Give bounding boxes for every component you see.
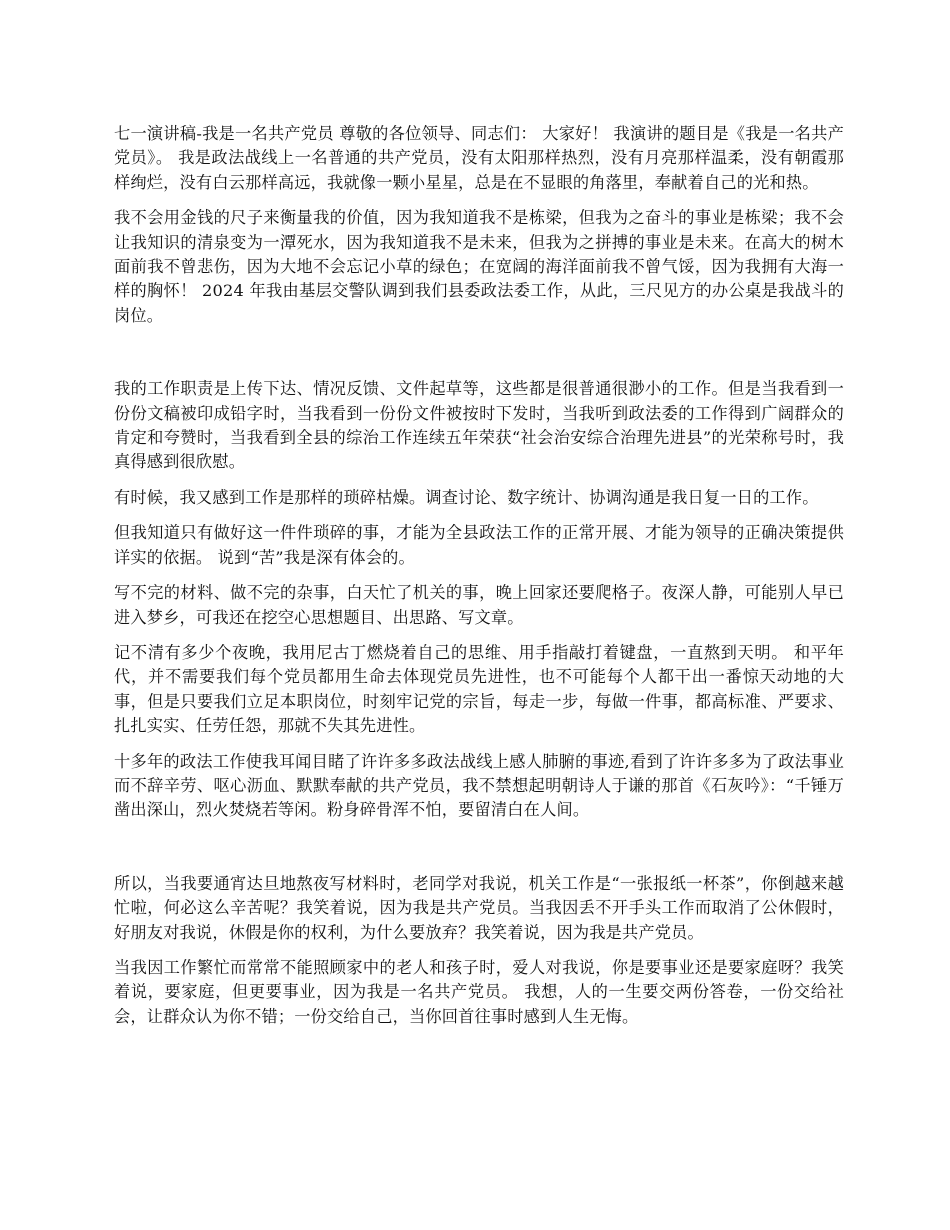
paragraph-10: 当我因工作繁忙而常常不能照顾家中的老人和孩子时，爱人对我说，你是要事业还是要家庭呀？我笑着说，要家庭，但更要事业，因为我是一名共产党员。 我想，人的一生要交两份答卷，一份交给社会，让群众认为你不错；一份交给自己，当你回首往事时感到人生无悔。: [114, 957, 844, 1026]
paragraph-1: 七一演讲稿-我是一名共产党员 尊敬的各位领导、同志们： 大家好！ 我演讲的题目是《我是一名共产党员》。 我是政法战线上一名普通的共产党员，没有太阳那样热烈，没有月亮那样温柔，没有朝霞那样绚烂，没有白云那样高远，我就像一颗小星星，总是在不显眼的角落里，奉献着自己的光和热。: [114, 124, 844, 192]
document-body: [114, 122, 844, 1040]
paragraph-5: 但我知道只有做好这一件件琐碎的事，才能为全县政法工作的正常开展、才能为领导的正确决策提供详实的依据。 说到“苦”我是深有体会的。: [114, 523, 844, 567]
paragraph-7: 记不清有多少个夜晚，我用尼古丁燃烧着自己的思维、用手指敲打着键盘，一直熬到天明。 和平年代，并不需要我们每个党员都用生命去体现党员先进性，也不可能每个人都干出一番惊天动地的大事，但是只要我们立足本职岗位，时刻牢记党的宗旨，每走一步，每做一件事，都高标准、严要求、扎扎实实、任劳任怨，那就不失其先进性。: [114, 642, 844, 736]
paragraph-9: 所以，当我要通宵达旦地熬夜写材料时，老同学对我说，机关工作是“一张报纸一杯茶”，你倒越来越忙啦，何必这么辛苦呢？我笑着说，因为我是共产党员。当我因丢不开手头工作而取消了公休假时，好朋友对我说，休假是你的权利，为什么要放弃？我笑着说，因为我是共产党员。: [114, 873, 844, 942]
paragraph-8: 十多年的政法工作使我耳闻目睹了许许多多政法战线上感人肺腑的事迹,看到了许许多多为了政法事业而不辞辛劳、呕心沥血、默默奉献的共产党员，我不禁想起明朝诗人于谦的那首《石灰吟》：“千锤万凿出深山，烈火焚烧若等闲。粉身碎骨浑不怕，要留清白在人间。: [114, 751, 844, 820]
paragraph-2: 我不会用金钱的尺子来衡量我的价值，因为我知道我不是栋梁，但我为之奋斗的事业是栋梁；我不会让我知识的清泉变为一潭死水，因为我知道我不是未来，但我为之拼搏的事业是未来。在高大的树木面前我不曾悲伤，因为大地不会忘记小草的绿色；在宽阔的海洋面前我不曾气馁，因为我拥有大海一样的胸怀！ 2024 年我由基层交警队调到我们县委政法委工作，从此，三尺见方的办公桌是我战斗的岗位。: [114, 208, 844, 325]
paragraph-6: 写不完的材料、做不完的杂事，白天忙了机关的事，晚上回家还要爬格子。夜深人静，可能别人早已进入梦乡，可我还在挖空心思想题目、出思路、写文章。: [114, 583, 844, 627]
paragraph-4: 有时候，我又感到工作是那样的琐碎枯燥。调查讨论、数字统计、协调沟通是我日复一日的工作。: [114, 487, 819, 507]
paragraph-3: 我的工作职责是上传下达、情况反馈、文件起草等，这些都是很普通很渺小的工作。但是当我看到一份份文稿被印成铅字时，当我看到一份份文件被按时下发时，当我听到政法委的工作得到广阔群众的肯定和夸赞时，当我看到全县的综治工作连续五年荣获“社会治安综合治理先进县”的光荣称号时，我真得感到很欣慰。: [114, 379, 844, 472]
